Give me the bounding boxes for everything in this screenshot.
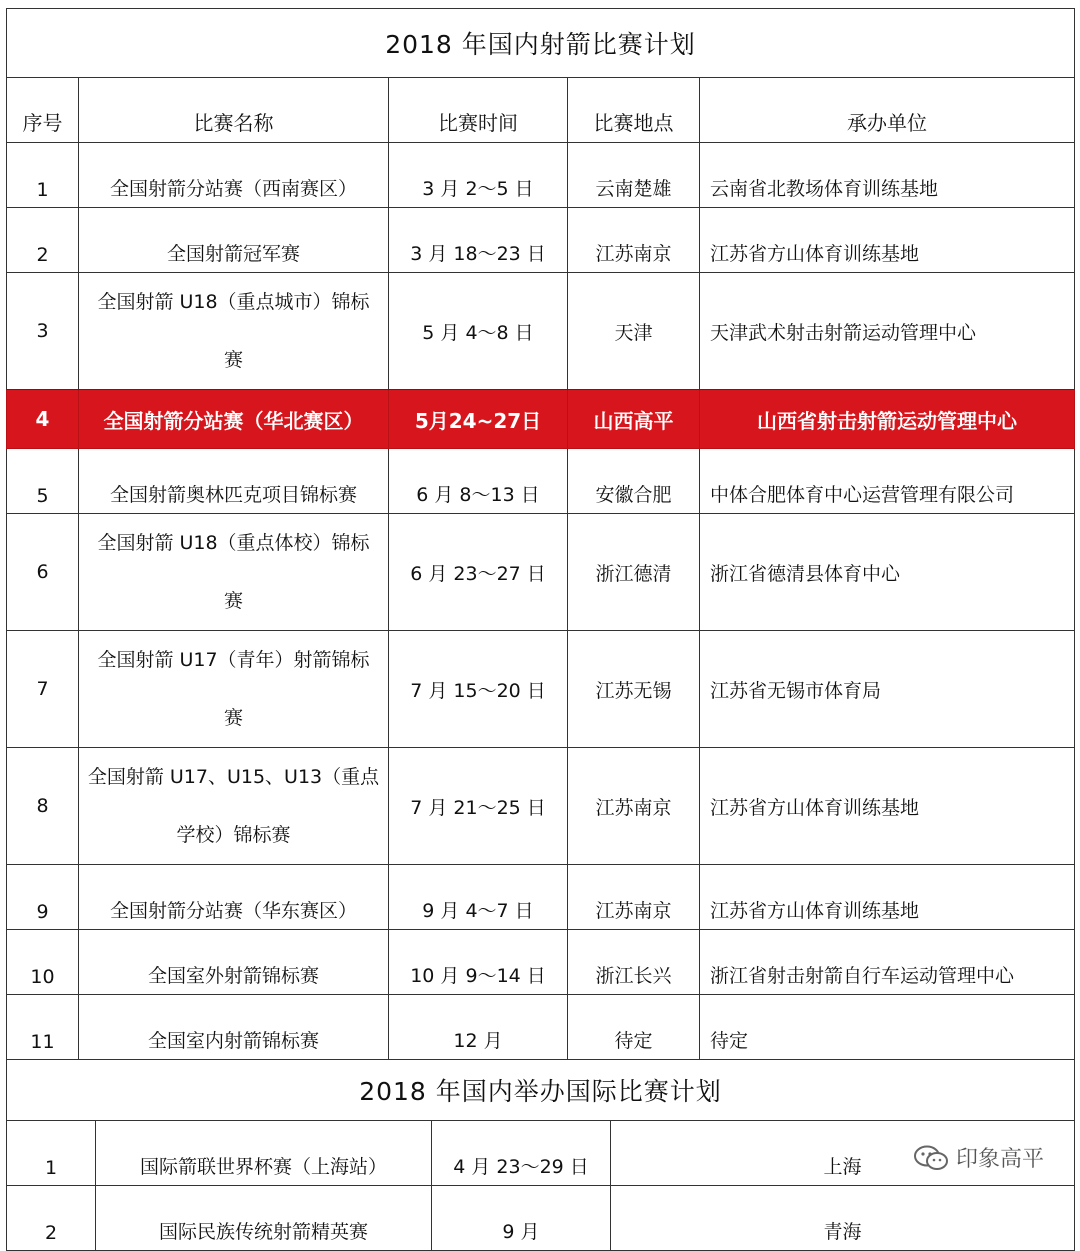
row-no: 3 — [7, 273, 79, 390]
row-place: 云南楚雄 — [568, 143, 700, 208]
row-name-line2: 赛 — [223, 707, 243, 729]
row-time: 3 月 18～23 日 — [389, 208, 568, 273]
domestic-table-title: 2018 年国内射箭比赛计划 — [7, 9, 1075, 78]
schedule-page — [6, 8, 1074, 1251]
row-time: 9 月 4～7 日 — [389, 865, 568, 930]
table-row — [7, 930, 1075, 995]
row-org: 中体合肥体育中心运营管理有限公司 — [700, 449, 1075, 514]
row-no: 1 — [7, 1120, 96, 1185]
row-time: 7 月 21～25 日 — [389, 748, 568, 865]
row-place: 浙江长兴 — [568, 930, 700, 995]
table-row — [7, 273, 1075, 390]
row-no: 7 — [7, 631, 79, 748]
row-name: 全国室外射箭锦标赛 — [79, 930, 389, 995]
row-place: 山西高平 — [568, 390, 700, 449]
row-time: 3 月 2～5 日 — [389, 143, 568, 208]
row-time: 5 月 4～8 日 — [389, 273, 568, 390]
row-name: 全国室内射箭锦标赛 — [79, 995, 389, 1060]
row-place: 安徽合肥 — [568, 449, 700, 514]
watermark-text: 印象高平 — [955, 1147, 1044, 1172]
row-name: 全国射箭分站赛（华东赛区） — [79, 865, 389, 930]
row-place: 江苏南京 — [568, 208, 700, 273]
domestic-schedule-table — [6, 8, 1075, 1060]
row-time: 9 月 — [432, 1185, 611, 1250]
row-no: 5 — [7, 449, 79, 514]
row-time: 12 月 — [389, 995, 568, 1060]
row-name: 全国射箭冠军赛 — [79, 208, 389, 273]
row-no: 4 — [7, 390, 79, 449]
row-name — [79, 514, 389, 631]
row-name — [79, 748, 389, 865]
row-time: 6 月 8～13 日 — [389, 449, 568, 514]
row-name — [79, 273, 389, 390]
row-place: 天津 — [568, 273, 700, 390]
row-name-line2: 学校）锦标赛 — [176, 824, 291, 846]
row-org: 江苏省方山体育训练基地 — [700, 865, 1075, 930]
row-no: 9 — [7, 865, 79, 930]
row-name-line1: 全国射箭 U18（重点城市）锦标 — [97, 291, 370, 313]
row-name: 国际民族传统射箭精英赛 — [96, 1185, 432, 1250]
domestic-header-row — [7, 78, 1075, 143]
row-org: 浙江省射击射箭自行车运动管理中心 — [700, 930, 1075, 995]
wechat-icon — [914, 1145, 948, 1171]
row-no: 10 — [7, 930, 79, 995]
international-table-title: 2018 年国内举办国际比赛计划 — [7, 1059, 1075, 1120]
row-name: 国际箭联世界杯赛（上海站） — [96, 1120, 432, 1185]
row-time: 7 月 15～20 日 — [389, 631, 568, 748]
row-time: 4 月 23～29 日 — [432, 1120, 611, 1185]
table-row — [7, 143, 1075, 208]
row-org: 江苏省方山体育训练基地 — [700, 208, 1075, 273]
table-row — [7, 865, 1075, 930]
row-place: 青海 — [611, 1185, 1075, 1250]
table-row — [7, 1185, 1075, 1250]
row-place: 江苏无锡 — [568, 631, 700, 748]
header-no: 序号 — [7, 78, 79, 143]
row-place: 上海 — [611, 1120, 1075, 1185]
row-name: 全国射箭分站赛（西南赛区） — [79, 143, 389, 208]
row-org: 江苏省无锡市体育局 — [700, 631, 1075, 748]
row-no: 6 — [7, 514, 79, 631]
row-time: 5月24~27日 — [389, 390, 568, 449]
row-time: 6 月 23～27 日 — [389, 514, 568, 631]
header-name: 比赛名称 — [79, 78, 389, 143]
table-row — [7, 748, 1075, 865]
row-place: 江苏南京 — [568, 748, 700, 865]
table-row — [7, 514, 1075, 631]
row-time: 10 月 9～14 日 — [389, 930, 568, 995]
row-place: 待定 — [568, 995, 700, 1060]
table-row — [7, 631, 1075, 748]
row-no: 1 — [7, 143, 79, 208]
row-org: 天津武术射击射箭运动管理中心 — [700, 273, 1075, 390]
header-time: 比赛时间 — [389, 78, 568, 143]
row-org: 云南省北教场体育训练基地 — [700, 143, 1075, 208]
row-org: 浙江省德清县体育中心 — [700, 514, 1075, 631]
row-name: 全国射箭奥林匹克项目锦标赛 — [79, 449, 389, 514]
row-name-line2: 赛 — [223, 349, 243, 371]
watermark — [914, 1142, 1044, 1173]
row-org: 江苏省方山体育训练基地 — [700, 748, 1075, 865]
table-row-highlighted — [7, 390, 1075, 449]
row-name-line1: 全国射箭 U17（青年）射箭锦标 — [97, 649, 370, 671]
row-place: 江苏南京 — [568, 865, 700, 930]
table-row — [7, 449, 1075, 514]
row-name-line1: 全国射箭 U18（重点体校）锦标 — [97, 532, 370, 554]
row-org: 山西省射击射箭运动管理中心 — [700, 390, 1075, 449]
row-no: 8 — [7, 748, 79, 865]
row-name-line2: 赛 — [223, 590, 243, 612]
row-name — [79, 631, 389, 748]
table-row — [7, 995, 1075, 1060]
row-no: 2 — [7, 1185, 96, 1250]
row-name-line1: 全国射箭 U17、U15、U13（重点 — [87, 766, 380, 788]
row-name: 全国射箭分站赛（华北赛区） — [79, 390, 389, 449]
header-org: 承办单位 — [700, 78, 1075, 143]
row-no: 11 — [7, 995, 79, 1060]
table-row — [7, 208, 1075, 273]
row-place: 浙江德清 — [568, 514, 700, 631]
header-place: 比赛地点 — [568, 78, 700, 143]
row-org: 待定 — [700, 995, 1075, 1060]
row-no: 2 — [7, 208, 79, 273]
